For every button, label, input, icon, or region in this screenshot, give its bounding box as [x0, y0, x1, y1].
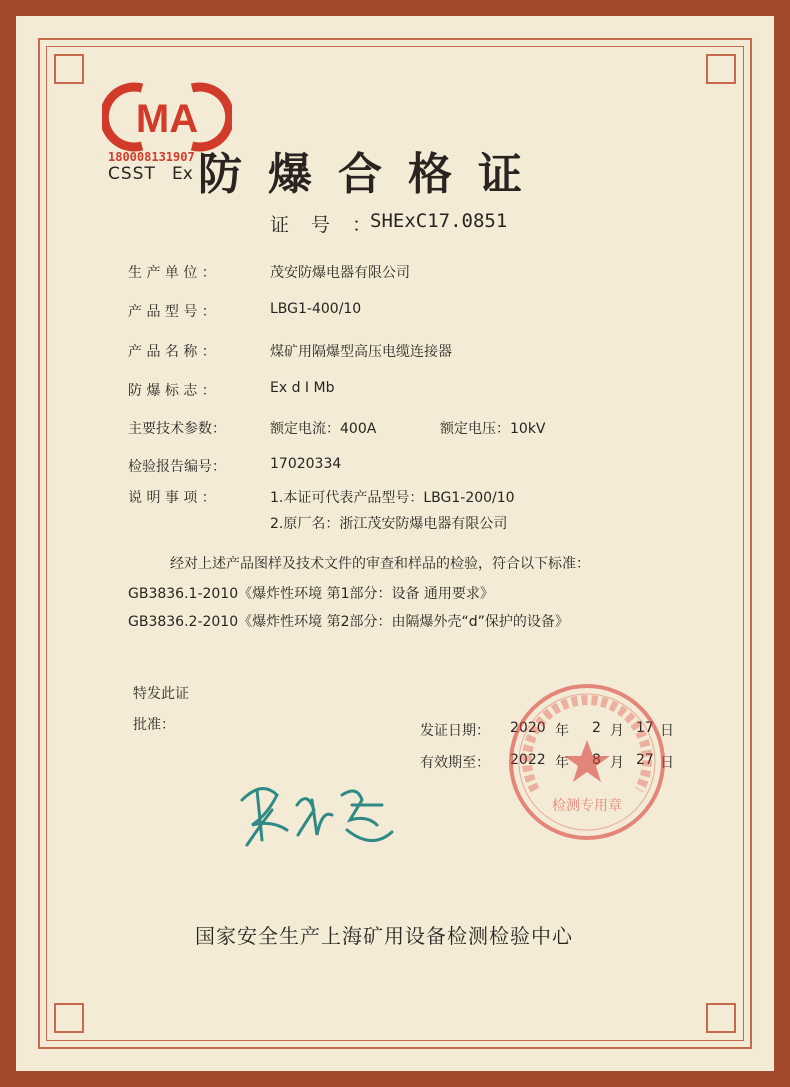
field-value-ex-mark: Ex d I Mb — [270, 380, 335, 396]
official-stamp — [505, 680, 670, 845]
issue-day: 17 — [636, 720, 654, 736]
issue-year: 2020 — [510, 720, 546, 736]
field-value-note-1: 1.本证可代表产品型号：LBG1-200/10 — [270, 490, 515, 506]
field-label-notes: 说 明 事 项 ： — [128, 490, 216, 506]
signature-image — [232, 770, 402, 860]
field-label-tech-params: 主要技术参数： — [128, 421, 226, 437]
valid-year: 2022 — [510, 752, 546, 768]
valid-until-label: 有效期至： — [420, 755, 490, 771]
standards-intro: 经对上述产品图样及技术文件的审查和样品的检验，符合以下标准： — [170, 556, 590, 572]
corner-ornament-tr — [706, 54, 736, 84]
cma-phone: 180008131907 — [108, 150, 195, 164]
corner-ornament-br — [706, 1003, 736, 1033]
issuing-organization: 国家安全生产上海矿用设备检测检验中心 — [195, 924, 573, 948]
page-title: 防爆合格证 — [198, 149, 548, 200]
issue-month: 2 — [592, 720, 601, 736]
valid-day: 27 — [636, 752, 654, 768]
field-value-product-name: 煤矿用隔爆型高压电缆连接器 — [270, 344, 452, 360]
cert-number-label: 证 号 ： — [270, 214, 380, 236]
cert-number: SHExC17.0851 — [370, 210, 508, 232]
field-label-manufacturer: 生 产 单 位 ： — [128, 265, 216, 281]
field-value-report-number: 17020334 — [270, 456, 342, 472]
field-label-report-number: 检验报告编号： — [128, 459, 226, 475]
field-value-rated-voltage: 额定电压：10kV — [440, 421, 546, 437]
field-value-manufacturer: 茂安防爆电器有限公司 — [270, 265, 410, 281]
valid-year-char: 年 — [555, 755, 569, 771]
field-label-ex-mark: 防 爆 标 志 ： — [128, 383, 216, 399]
valid-month-char: 月 — [610, 755, 624, 771]
svg-text:检测专用章: 检测专用章 — [552, 798, 622, 814]
field-label-product-name: 产 品 名 称 ： — [128, 344, 216, 360]
svg-text:MA: MA — [135, 97, 199, 141]
standard-line-2: GB3836.2-2010《爆炸性环境 第2部分：由隔爆外壳“d”保护的设备》 — [128, 614, 569, 630]
special-issue-text: 特发此证 — [133, 686, 189, 702]
issue-month-char: 月 — [610, 723, 624, 739]
standard-line-1: GB3836.1-2010《爆炸性环境 第1部分：设备 通用要求》 — [128, 586, 494, 602]
corner-ornament-tl — [54, 54, 84, 84]
issue-day-char: 日 — [660, 723, 674, 739]
approve-label: 批准： — [133, 717, 175, 733]
field-value-rated-current: 额定电流：400A — [270, 421, 377, 437]
ex-label: Ex — [172, 164, 193, 184]
csst-label: CSST — [108, 164, 156, 184]
issue-year-char: 年 — [555, 723, 569, 739]
valid-day-char: 日 — [660, 755, 674, 771]
issue-date-label: 发证日期： — [420, 723, 490, 739]
field-value-model: LBG1-400/10 — [270, 301, 362, 317]
field-value-note-2: 2.原厂名：浙江茂安防爆电器有限公司 — [270, 516, 508, 532]
corner-ornament-bl — [54, 1003, 84, 1033]
field-label-model: 产 品 型 号 ： — [128, 304, 216, 320]
